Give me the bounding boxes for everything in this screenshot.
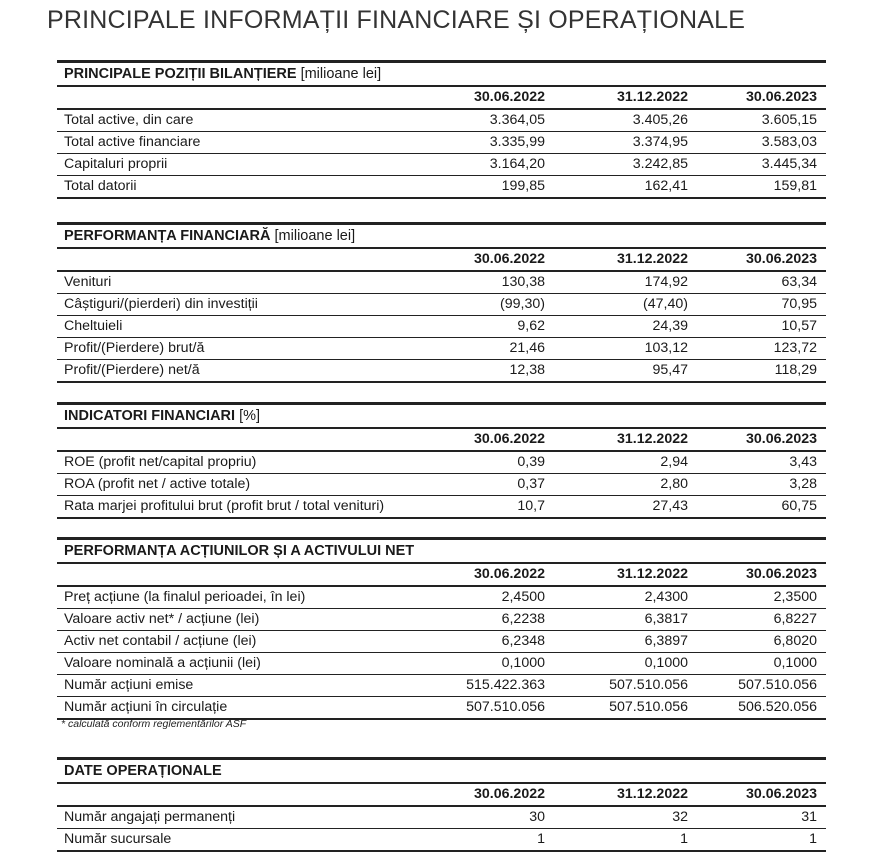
column-header: 31.12.2022 <box>616 431 688 447</box>
table-row <box>57 451 826 474</box>
cell-value: 3,43 <box>789 454 817 470</box>
cell-value: 3.335,99 <box>489 134 545 150</box>
section-title: INDICATORI FINANCIARI <box>64 408 236 424</box>
section-2 <box>57 402 826 519</box>
row-label: Activ net contabil / acțiune (lei) <box>64 633 257 649</box>
page-title: PRINCIPALE INFORMAȚII FINANCIARE ȘI OPERAȚIONALE <box>47 6 746 34</box>
cell-value: 63,34 <box>781 274 817 290</box>
cell-value: 507.510.056 <box>466 699 545 715</box>
cell-value: 24,39 <box>652 318 688 334</box>
table-header-row <box>57 429 826 451</box>
cell-value: 1 <box>537 831 545 847</box>
row-label: Valoare activ net* / acțiune (lei) <box>64 611 260 627</box>
column-header: 30.06.2022 <box>473 431 545 447</box>
row-label: Valoare nominală a acțiunii (lei) <box>64 655 261 671</box>
section-title: PERFORMANȚA ACȚIUNILOR ȘI A ACTIVULUI NET <box>64 543 415 559</box>
section-4 <box>57 757 826 852</box>
cell-value: 506.520.056 <box>738 699 817 715</box>
row-label: Număr angajați permanenți <box>64 809 236 825</box>
cell-value: 0,39 <box>517 454 545 470</box>
table-row <box>57 360 826 383</box>
table-row <box>57 474 826 496</box>
table-row <box>57 316 826 338</box>
cell-value: 95,47 <box>652 362 688 378</box>
section-heading <box>57 222 826 249</box>
row-label: Număr acțiuni emise <box>64 677 194 693</box>
table-header-row <box>57 564 826 586</box>
row-label: ROA (profit net / active totale) <box>64 476 251 492</box>
table-header-row <box>57 249 826 271</box>
table-row <box>57 109 826 132</box>
column-header <box>57 87 408 108</box>
row-label: Venituri <box>64 274 112 290</box>
cell-value: 123,72 <box>773 340 817 356</box>
column-header <box>57 249 408 270</box>
cell-value: 2,94 <box>660 454 688 470</box>
table-row <box>57 653 826 675</box>
cell-value: 3.164,20 <box>489 156 545 172</box>
cell-value: 2,80 <box>660 476 688 492</box>
column-header <box>57 564 408 585</box>
section-title: PERFORMANȚA FINANCIARĂ <box>64 228 271 244</box>
row-label: Total active, din care <box>64 112 194 128</box>
cell-value: 6,8020 <box>773 633 817 649</box>
row-label: Număr sucursale <box>64 831 172 847</box>
cell-value: 1 <box>809 831 817 847</box>
section-heading <box>57 537 826 564</box>
column-header: 31.12.2022 <box>616 786 688 802</box>
table-row <box>57 806 826 829</box>
cell-value: 0,1000 <box>644 655 688 671</box>
cell-value: 3.445,34 <box>761 156 817 172</box>
row-label: Număr acțiuni în circulație <box>64 699 228 715</box>
cell-value: 6,2348 <box>501 633 545 649</box>
cell-value: 12,38 <box>509 362 545 378</box>
cell-value: 162,41 <box>644 178 688 194</box>
table-row <box>57 496 826 519</box>
cell-value: 32 <box>672 809 688 825</box>
row-label: Câștiguri/(pierderi) din investiții <box>64 296 258 312</box>
table-row <box>57 271 826 294</box>
table-row <box>57 176 826 199</box>
cell-value: 199,85 <box>501 178 545 194</box>
section-unit: [milioane lei] <box>270 228 356 244</box>
table-row <box>57 294 826 316</box>
table-row <box>57 132 826 154</box>
section-0 <box>57 60 826 199</box>
table-row <box>57 586 826 609</box>
footnote: * calculată conform reglementărilor ASF <box>61 718 247 730</box>
cell-value: 515.422.363 <box>466 677 545 693</box>
cell-value: 10,7 <box>517 498 545 514</box>
section-1 <box>57 222 826 383</box>
cell-value: 6,3817 <box>644 611 688 627</box>
cell-value: 130,38 <box>501 274 545 290</box>
row-label: Profit/(Pierdere) brut/ă <box>64 340 205 356</box>
column-header: 30.06.2023 <box>745 431 817 447</box>
row-label: Total active financiare <box>64 134 201 150</box>
column-header: 30.06.2022 <box>473 786 545 802</box>
column-header: 30.06.2023 <box>745 251 817 267</box>
cell-value: 0,37 <box>517 476 545 492</box>
cell-value: 31 <box>801 809 817 825</box>
cell-value: 3.242,85 <box>632 156 688 172</box>
section-heading <box>57 402 826 429</box>
table-header-row <box>57 784 826 806</box>
row-label: ROE (profit net/capital propriu) <box>64 454 257 470</box>
cell-value: 118,29 <box>774 362 817 378</box>
cell-value: (99,30) <box>500 296 545 312</box>
column-header: 30.06.2023 <box>745 566 817 582</box>
row-label: Rata marjei profitului brut (profit brut / total venituri) <box>64 498 385 514</box>
table-row <box>57 829 826 852</box>
column-header: 31.12.2022 <box>616 566 688 582</box>
row-label: Profit/(Pierdere) net/ă <box>64 362 200 378</box>
cell-value: 1 <box>680 831 688 847</box>
column-header: 30.06.2022 <box>473 566 545 582</box>
table-row <box>57 675 826 697</box>
column-header <box>57 784 408 805</box>
table-row <box>57 697 826 720</box>
column-header: 30.06.2022 <box>473 251 545 267</box>
cell-value: 507.510.056 <box>609 677 688 693</box>
cell-value: 6,3897 <box>644 633 688 649</box>
column-header: 30.06.2023 <box>745 786 817 802</box>
cell-value: 60,75 <box>781 498 817 514</box>
cell-value: 0,1000 <box>773 655 817 671</box>
cell-value: 10,57 <box>781 318 817 334</box>
cell-value: 2,3500 <box>773 589 817 605</box>
row-label: Capitaluri proprii <box>64 156 168 172</box>
column-header <box>57 429 408 450</box>
cell-value: 159,81 <box>773 178 817 194</box>
cell-value: 0,1000 <box>501 655 545 671</box>
cell-value: 3.405,26 <box>632 112 688 128</box>
column-header: 30.06.2022 <box>473 89 545 105</box>
section-title: DATE OPERAȚIONALE <box>64 763 222 779</box>
cell-value: 3.374,95 <box>632 134 688 150</box>
section-title: PRINCIPALE POZIȚII BILANȚIERE <box>64 66 297 82</box>
row-label: Total datorii <box>64 178 137 194</box>
table-row <box>57 631 826 653</box>
section-heading <box>57 60 826 87</box>
cell-value: 6,2238 <box>501 611 545 627</box>
cell-value: 9,62 <box>517 318 545 334</box>
cell-value: 70,95 <box>781 296 817 312</box>
cell-value: 3.364,05 <box>489 112 545 128</box>
cell-value: 3.605,15 <box>761 112 817 128</box>
cell-value: 507.510.056 <box>609 699 688 715</box>
table-row <box>57 154 826 176</box>
cell-value: 21,46 <box>509 340 545 356</box>
section-unit: [%] <box>235 408 261 424</box>
cell-value: (47,40) <box>643 296 688 312</box>
column-header: 31.12.2022 <box>616 251 688 267</box>
cell-value: 174,92 <box>644 274 688 290</box>
column-header: 30.06.2023 <box>745 89 817 105</box>
section-heading <box>57 757 826 784</box>
table-row <box>57 338 826 360</box>
table-header-row <box>57 87 826 109</box>
cell-value: 30 <box>529 809 545 825</box>
cell-value: 507.510.056 <box>738 677 817 693</box>
cell-value: 103,12 <box>644 340 688 356</box>
section-3 <box>57 537 826 720</box>
table-row <box>57 609 826 631</box>
cell-value: 3.583,03 <box>761 134 817 150</box>
cell-value: 2,4300 <box>644 589 688 605</box>
section-unit: [milioane lei] <box>296 66 382 82</box>
cell-value: 6,8227 <box>773 611 817 627</box>
cell-value: 2,4500 <box>501 589 545 605</box>
cell-value: 3,28 <box>789 476 817 492</box>
row-label: Preț acțiune (la finalul perioadei, în lei) <box>64 589 306 605</box>
column-header: 31.12.2022 <box>616 89 688 105</box>
row-label: Cheltuieli <box>64 318 123 334</box>
cell-value: 27,43 <box>652 498 688 514</box>
